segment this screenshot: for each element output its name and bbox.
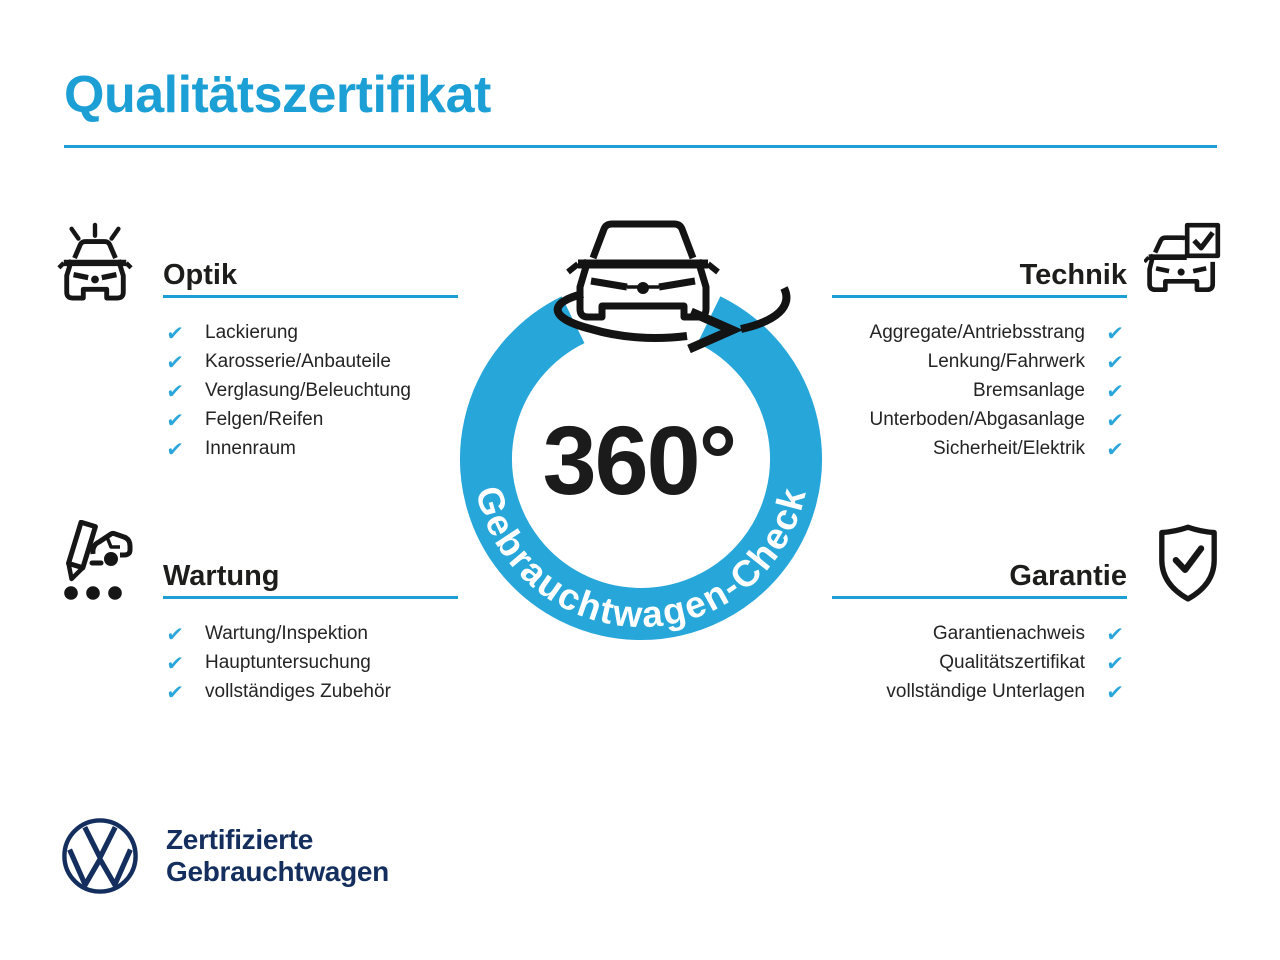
checklist-item — [832, 677, 1127, 706]
check-icon: ✔ — [1105, 621, 1125, 646]
car-front-rotation-icon — [568, 224, 718, 317]
checklist-item — [163, 677, 458, 706]
section-title-garantie: Garantie — [1009, 560, 1127, 592]
degree-label: 360° — [542, 406, 736, 515]
checklist-item-label: Lackierung — [205, 321, 298, 343]
check-icon: ✔ — [1105, 407, 1125, 432]
page-title: Qualitätszertifikat — [64, 66, 491, 124]
check-icon: ✔ — [165, 378, 185, 403]
shield-check-icon — [1156, 522, 1220, 610]
footer-claim — [166, 824, 389, 888]
checklist-item-label: Innenraum — [205, 437, 296, 459]
checklist-item-label: Bremsanlage — [973, 379, 1085, 401]
checklist-item-label: Aggregate/Antriebsstrang — [869, 321, 1085, 343]
checklist-item — [163, 648, 458, 677]
checklist-item-label: Karosserie/Anbauteile — [205, 350, 391, 372]
checklist-item — [163, 318, 458, 347]
footer-claim-line1: Zertifizierte — [166, 824, 314, 855]
checklist-item-label: vollständiges Zubehör — [205, 680, 391, 702]
checklist-item-label: vollständige Unterlagen — [886, 680, 1085, 702]
check-icon: ✔ — [165, 650, 185, 675]
check-icon: ✔ — [1105, 378, 1125, 403]
section-rule-wartung — [163, 596, 458, 599]
section-title-optik: Optik — [163, 259, 238, 291]
section-title-technik: Technik — [1019, 259, 1127, 291]
checklist-item — [832, 347, 1127, 376]
check-icon: ✔ — [165, 349, 185, 374]
check-icon: ✔ — [1105, 436, 1125, 461]
360-check-badge — [441, 210, 841, 650]
title-divider — [64, 145, 1217, 148]
car-checkbox-icon — [1144, 222, 1222, 298]
check-icon: ✔ — [1105, 349, 1125, 374]
check-icon: ✔ — [1105, 650, 1125, 675]
checklist-technik — [832, 318, 1127, 463]
check-icon: ✔ — [1105, 679, 1125, 704]
check-icon: ✔ — [1105, 320, 1125, 345]
checklist-item-label: Verglasung/Beleuchtung — [205, 379, 411, 401]
section-title-wartung: Wartung — [163, 560, 280, 592]
checklist-item-label: Felgen/Reifen — [205, 408, 324, 430]
checklist-item-label: Hauptuntersuchung — [205, 651, 371, 673]
checklist-item — [832, 648, 1127, 677]
checklist-item — [163, 619, 458, 648]
checklist-item-label: Lenkung/Fahrwerk — [927, 350, 1085, 372]
checklist-item — [163, 376, 458, 405]
checklist-item — [832, 619, 1127, 648]
checklist-wartung — [163, 619, 458, 706]
section-rule-optik — [163, 295, 458, 298]
checklist-item — [163, 347, 458, 376]
section-rule-garantie — [832, 596, 1127, 599]
checklist-item — [163, 434, 458, 463]
checklist-item — [832, 318, 1127, 347]
pencil-car-icon — [54, 520, 140, 606]
checklist-item — [832, 376, 1127, 405]
checklist-item-label: Qualitätszertifikat — [939, 651, 1085, 673]
checklist-garantie — [832, 619, 1127, 706]
checklist-item-label: Wartung/Inspektion — [205, 622, 368, 644]
checklist-item-label: Sicherheit/Elektrik — [932, 437, 1085, 459]
checklist-item-label: Garantienachweis — [932, 622, 1085, 644]
checklist-item — [832, 434, 1127, 463]
check-icon: ✔ — [165, 436, 185, 461]
checklist-item-label: Unterboden/Abgasanlage — [869, 408, 1085, 430]
check-icon: ✔ — [165, 621, 185, 646]
check-icon: ✔ — [165, 679, 185, 704]
checklist-item — [163, 405, 458, 434]
check-icon: ✔ — [165, 407, 185, 432]
footer-claim-line2: Gebrauchtwagen — [166, 856, 389, 887]
vw-logo — [60, 816, 140, 896]
check-icon: ✔ — [165, 320, 185, 345]
ring-curved-label: Gebrauchtwagen-Check — [467, 481, 815, 636]
checklist-item — [832, 405, 1127, 434]
section-rule-technik — [832, 295, 1127, 298]
checklist-optik — [163, 318, 458, 463]
car-front-shine-icon — [56, 219, 134, 303]
